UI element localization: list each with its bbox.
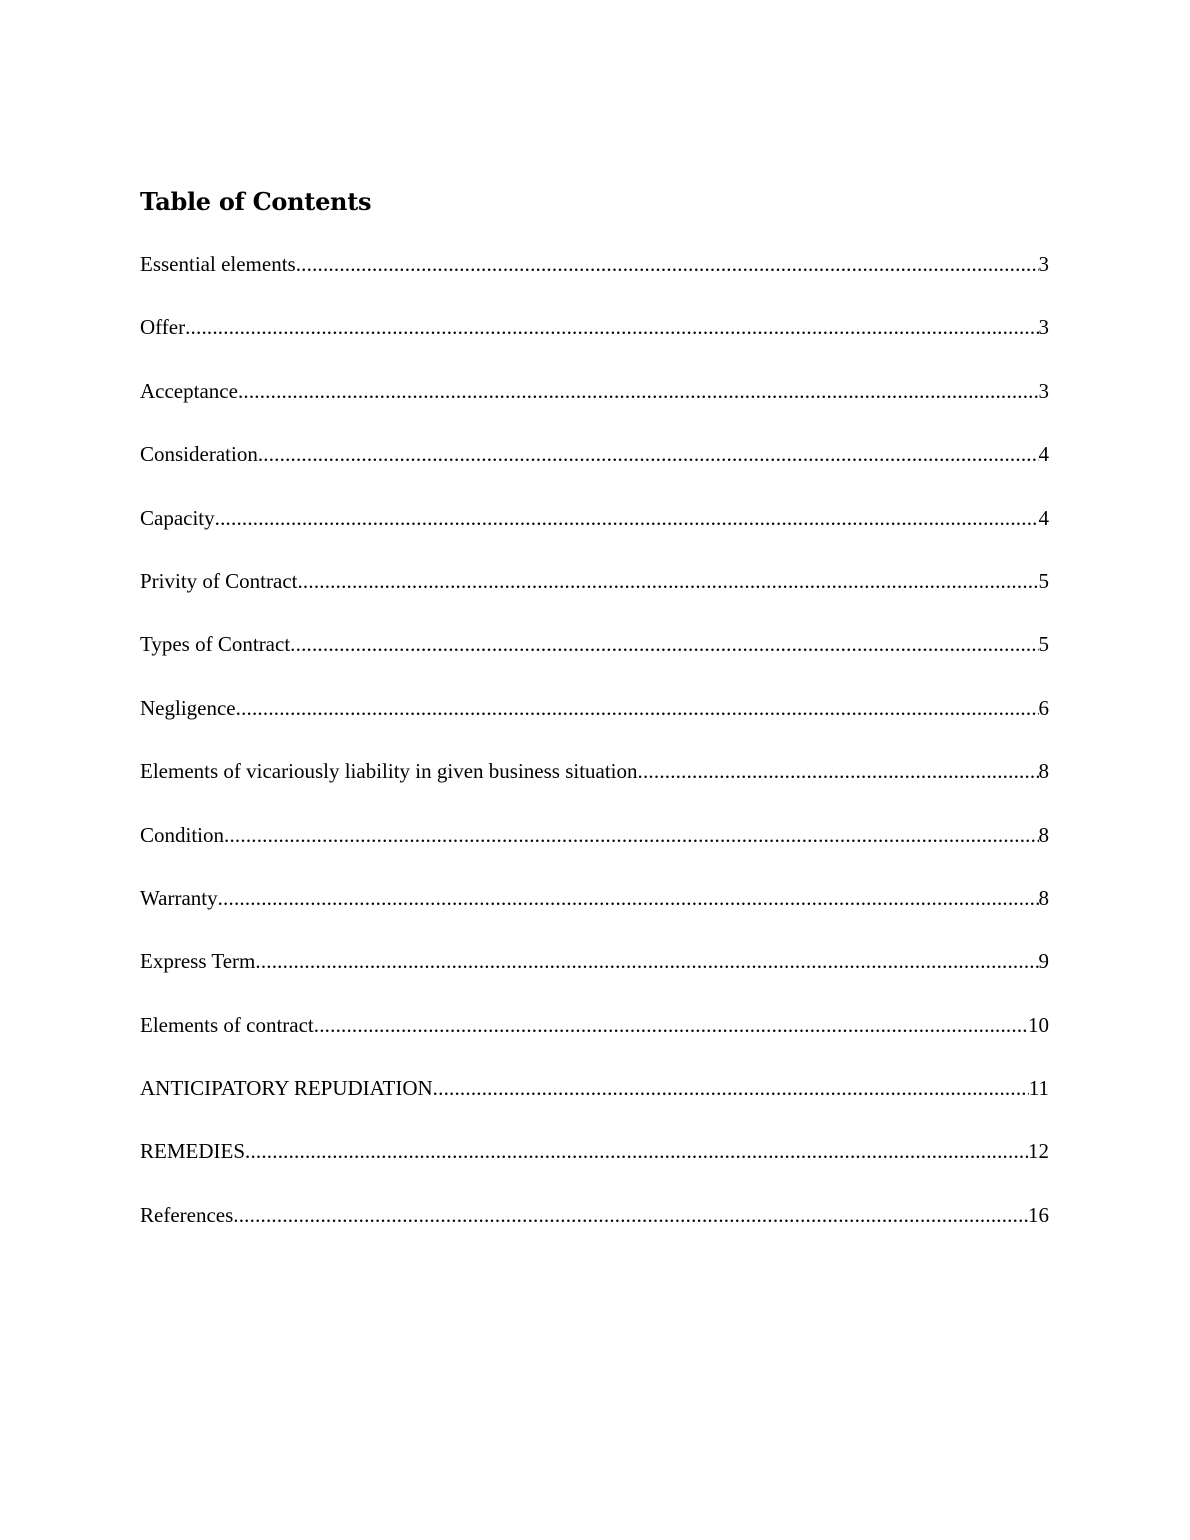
toc-entry[interactable] bbox=[140, 502, 1049, 565]
toc-entry[interactable] bbox=[140, 1199, 1049, 1262]
toc-leader-dots bbox=[218, 882, 1039, 914]
toc-entry-page: 10 bbox=[1028, 1012, 1049, 1037]
toc-entry-page: 12 bbox=[1028, 1139, 1049, 1164]
toc-entry-page: 4 bbox=[1038, 442, 1049, 467]
toc-entry-page: 8 bbox=[1038, 759, 1049, 784]
toc-entry-label: Essential elements bbox=[140, 252, 296, 276]
toc-leader-dots bbox=[245, 1135, 1028, 1167]
toc-entry[interactable] bbox=[140, 565, 1049, 628]
toc-entry-label: Acceptance bbox=[140, 378, 238, 403]
toc-entry-page: 3 bbox=[1038, 378, 1049, 403]
toc-entry-page: 5 bbox=[1038, 568, 1049, 593]
toc-entry-page: 4 bbox=[1038, 505, 1049, 530]
toc-entry[interactable] bbox=[140, 882, 1049, 945]
toc-entry-label: Express Term bbox=[140, 949, 256, 974]
toc-entry-label: Warranty bbox=[140, 885, 218, 910]
toc-leader-dots bbox=[233, 1199, 1028, 1231]
toc-list bbox=[140, 248, 1049, 1262]
toc-entry-page: 16 bbox=[1028, 1202, 1049, 1227]
toc-leader-dots bbox=[638, 755, 1039, 787]
toc-entry[interactable] bbox=[140, 945, 1049, 1008]
toc-entry-label: Condition bbox=[140, 822, 225, 847]
toc-entry-label: ANTICIPATORY REPUDIATION bbox=[140, 1076, 433, 1101]
toc-entry[interactable] bbox=[140, 755, 1049, 818]
toc-entry[interactable] bbox=[140, 1072, 1049, 1135]
toc-entry-page: 8 bbox=[1038, 822, 1049, 847]
toc-entry[interactable] bbox=[140, 438, 1049, 501]
toc-entry[interactable] bbox=[140, 1135, 1049, 1198]
toc-entry[interactable] bbox=[140, 628, 1049, 691]
toc-leader-dots bbox=[297, 565, 1038, 597]
toc-entry-label: Negligence bbox=[140, 695, 236, 720]
toc-entry-label: Elements of vicariously liability in given business situation bbox=[140, 759, 638, 784]
toc-leader-dots bbox=[433, 1072, 1029, 1104]
toc-leader-dots bbox=[258, 438, 1039, 470]
toc-entry-label: Privity of Contract bbox=[140, 568, 298, 593]
toc-entry-label: Capacity bbox=[140, 505, 215, 530]
toc-leader-dots bbox=[290, 628, 1038, 660]
toc-entry-page: 3 bbox=[1038, 315, 1049, 340]
toc-entry-label: Elements of contract bbox=[140, 1012, 314, 1037]
toc-leader-dots bbox=[238, 375, 1039, 407]
toc-entry-page: 3 bbox=[1038, 252, 1049, 276]
toc-entry-label: Types of Contract bbox=[140, 632, 291, 657]
toc-entry-page: 11 bbox=[1028, 1076, 1049, 1101]
toc-leader-dots bbox=[224, 819, 1038, 851]
toc-entry-label: Offer bbox=[140, 315, 186, 340]
toc-leader-dots bbox=[296, 248, 1039, 280]
toc-entry-page: 9 bbox=[1038, 949, 1049, 974]
toc-entry-page: 8 bbox=[1038, 885, 1049, 910]
toc-leader-dots bbox=[185, 311, 1038, 343]
toc-entry-label: References bbox=[140, 1202, 234, 1227]
toc-leader-dots bbox=[314, 1009, 1028, 1041]
toc-leader-dots bbox=[215, 502, 1039, 534]
toc-entry-page: 5 bbox=[1038, 632, 1049, 657]
toc-entry[interactable] bbox=[140, 692, 1049, 755]
toc-entry[interactable] bbox=[140, 311, 1049, 374]
toc-entry-label: Consideration bbox=[140, 442, 258, 467]
toc-leader-dots bbox=[255, 945, 1038, 977]
toc-entry[interactable] bbox=[140, 819, 1049, 882]
toc-entry[interactable] bbox=[140, 375, 1049, 438]
toc-entry[interactable] bbox=[140, 248, 1049, 311]
toc-title: Table of Contents bbox=[140, 187, 372, 216]
toc-entry-page: 6 bbox=[1038, 695, 1049, 720]
toc-entry[interactable] bbox=[140, 1009, 1049, 1072]
toc-entry-label: REMEDIES bbox=[140, 1139, 245, 1164]
toc-leader-dots bbox=[236, 692, 1039, 724]
